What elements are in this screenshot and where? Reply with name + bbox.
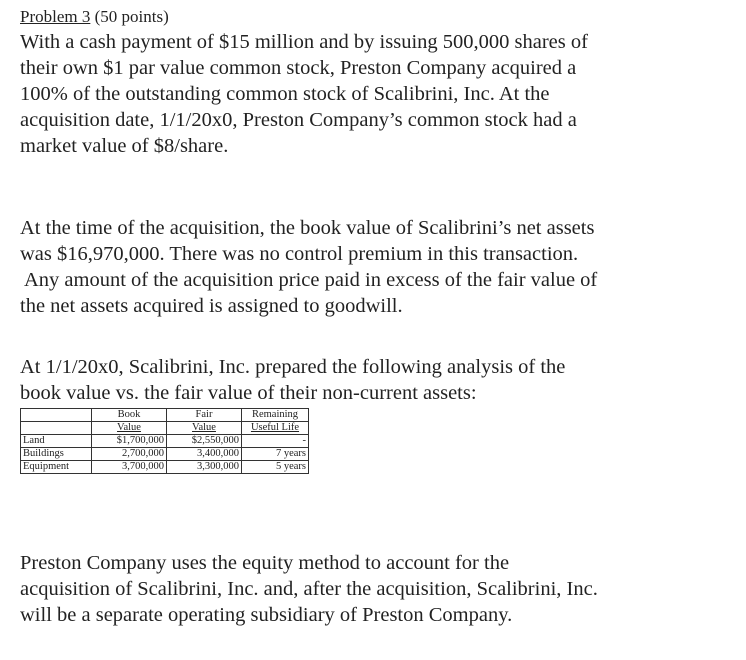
header-cell: Value xyxy=(167,422,242,435)
equity-method-paragraph xyxy=(20,550,734,628)
header-cell: Book xyxy=(92,409,167,422)
paragraph-line: was $16,970,000. There was no control premium in this transaction. xyxy=(20,243,579,265)
useful-life-cell: 5 years xyxy=(242,461,309,474)
asset-name-cell: Land xyxy=(21,435,92,448)
asset-analysis-table xyxy=(20,408,309,474)
book-value-cell: $1,700,000 xyxy=(92,435,167,448)
paragraph-line: the net assets acquired is assigned to goodwill. xyxy=(20,295,403,317)
header-cell: Remaining xyxy=(242,409,309,422)
problem-heading xyxy=(20,6,169,28)
table-row xyxy=(21,448,309,461)
acquisition-paragraph xyxy=(20,29,734,159)
table-row xyxy=(21,461,309,474)
paragraph-line: market value of $8/share. xyxy=(20,135,229,157)
header-cell: Value xyxy=(92,422,167,435)
problem-points: (50 points) xyxy=(94,7,169,26)
asset-name-cell: Equipment xyxy=(21,461,92,474)
book-value-paragraph xyxy=(20,215,734,319)
paragraph-line: 100% of the outstanding common stock of Scalibrini, Inc. At the xyxy=(20,83,550,105)
asset-name-cell: Buildings xyxy=(21,448,92,461)
table-row xyxy=(21,435,309,448)
book-value-cell: 2,700,000 xyxy=(92,448,167,461)
header-cell xyxy=(21,409,92,422)
header-cell xyxy=(21,422,92,435)
header-cell: Fair xyxy=(167,409,242,422)
table-header-row xyxy=(21,422,309,435)
paragraph-line: With a cash payment of $15 million and by issuing 500,000 shares of xyxy=(20,31,588,53)
useful-life-cell: - xyxy=(242,435,309,448)
fair-value-cell: 3,400,000 xyxy=(167,448,242,461)
table-header-row xyxy=(21,409,309,422)
analysis-intro-paragraph xyxy=(20,354,734,406)
header-cell: Useful Life xyxy=(242,422,309,435)
fair-value-cell: 3,300,000 xyxy=(167,461,242,474)
paragraph-line: will be a separate operating subsidiary of Preston Company. xyxy=(20,604,513,626)
book-value-cell: 3,700,000 xyxy=(92,461,167,474)
paragraph-line: Preston Company uses the equity method to account for the xyxy=(20,552,510,574)
paragraph-line: their own $1 par value common stock, Preston Company acquired a xyxy=(20,57,577,79)
problem-title: Problem 3 xyxy=(20,7,91,26)
paragraph-line: book value vs. the fair value of their non-current assets: xyxy=(20,382,477,404)
paragraph-line: Any amount of the acquisition price paid in excess of the fair value of xyxy=(20,269,598,291)
paragraph-line: acquisition of Scalibrini, Inc. and, after the acquisition, Scalibrini, Inc. xyxy=(20,578,598,600)
fair-value-cell: $2,550,000 xyxy=(167,435,242,448)
paragraph-line: At the time of the acquisition, the book value of Scalibrini’s net assets xyxy=(20,217,595,239)
useful-life-cell: 7 years xyxy=(242,448,309,461)
paragraph-line: acquisition date, 1/1/20x0, Preston Company’s common stock had a xyxy=(20,109,577,131)
paragraph-line: At 1/1/20x0, Scalibrini, Inc. prepared the following analysis of the xyxy=(20,356,566,378)
